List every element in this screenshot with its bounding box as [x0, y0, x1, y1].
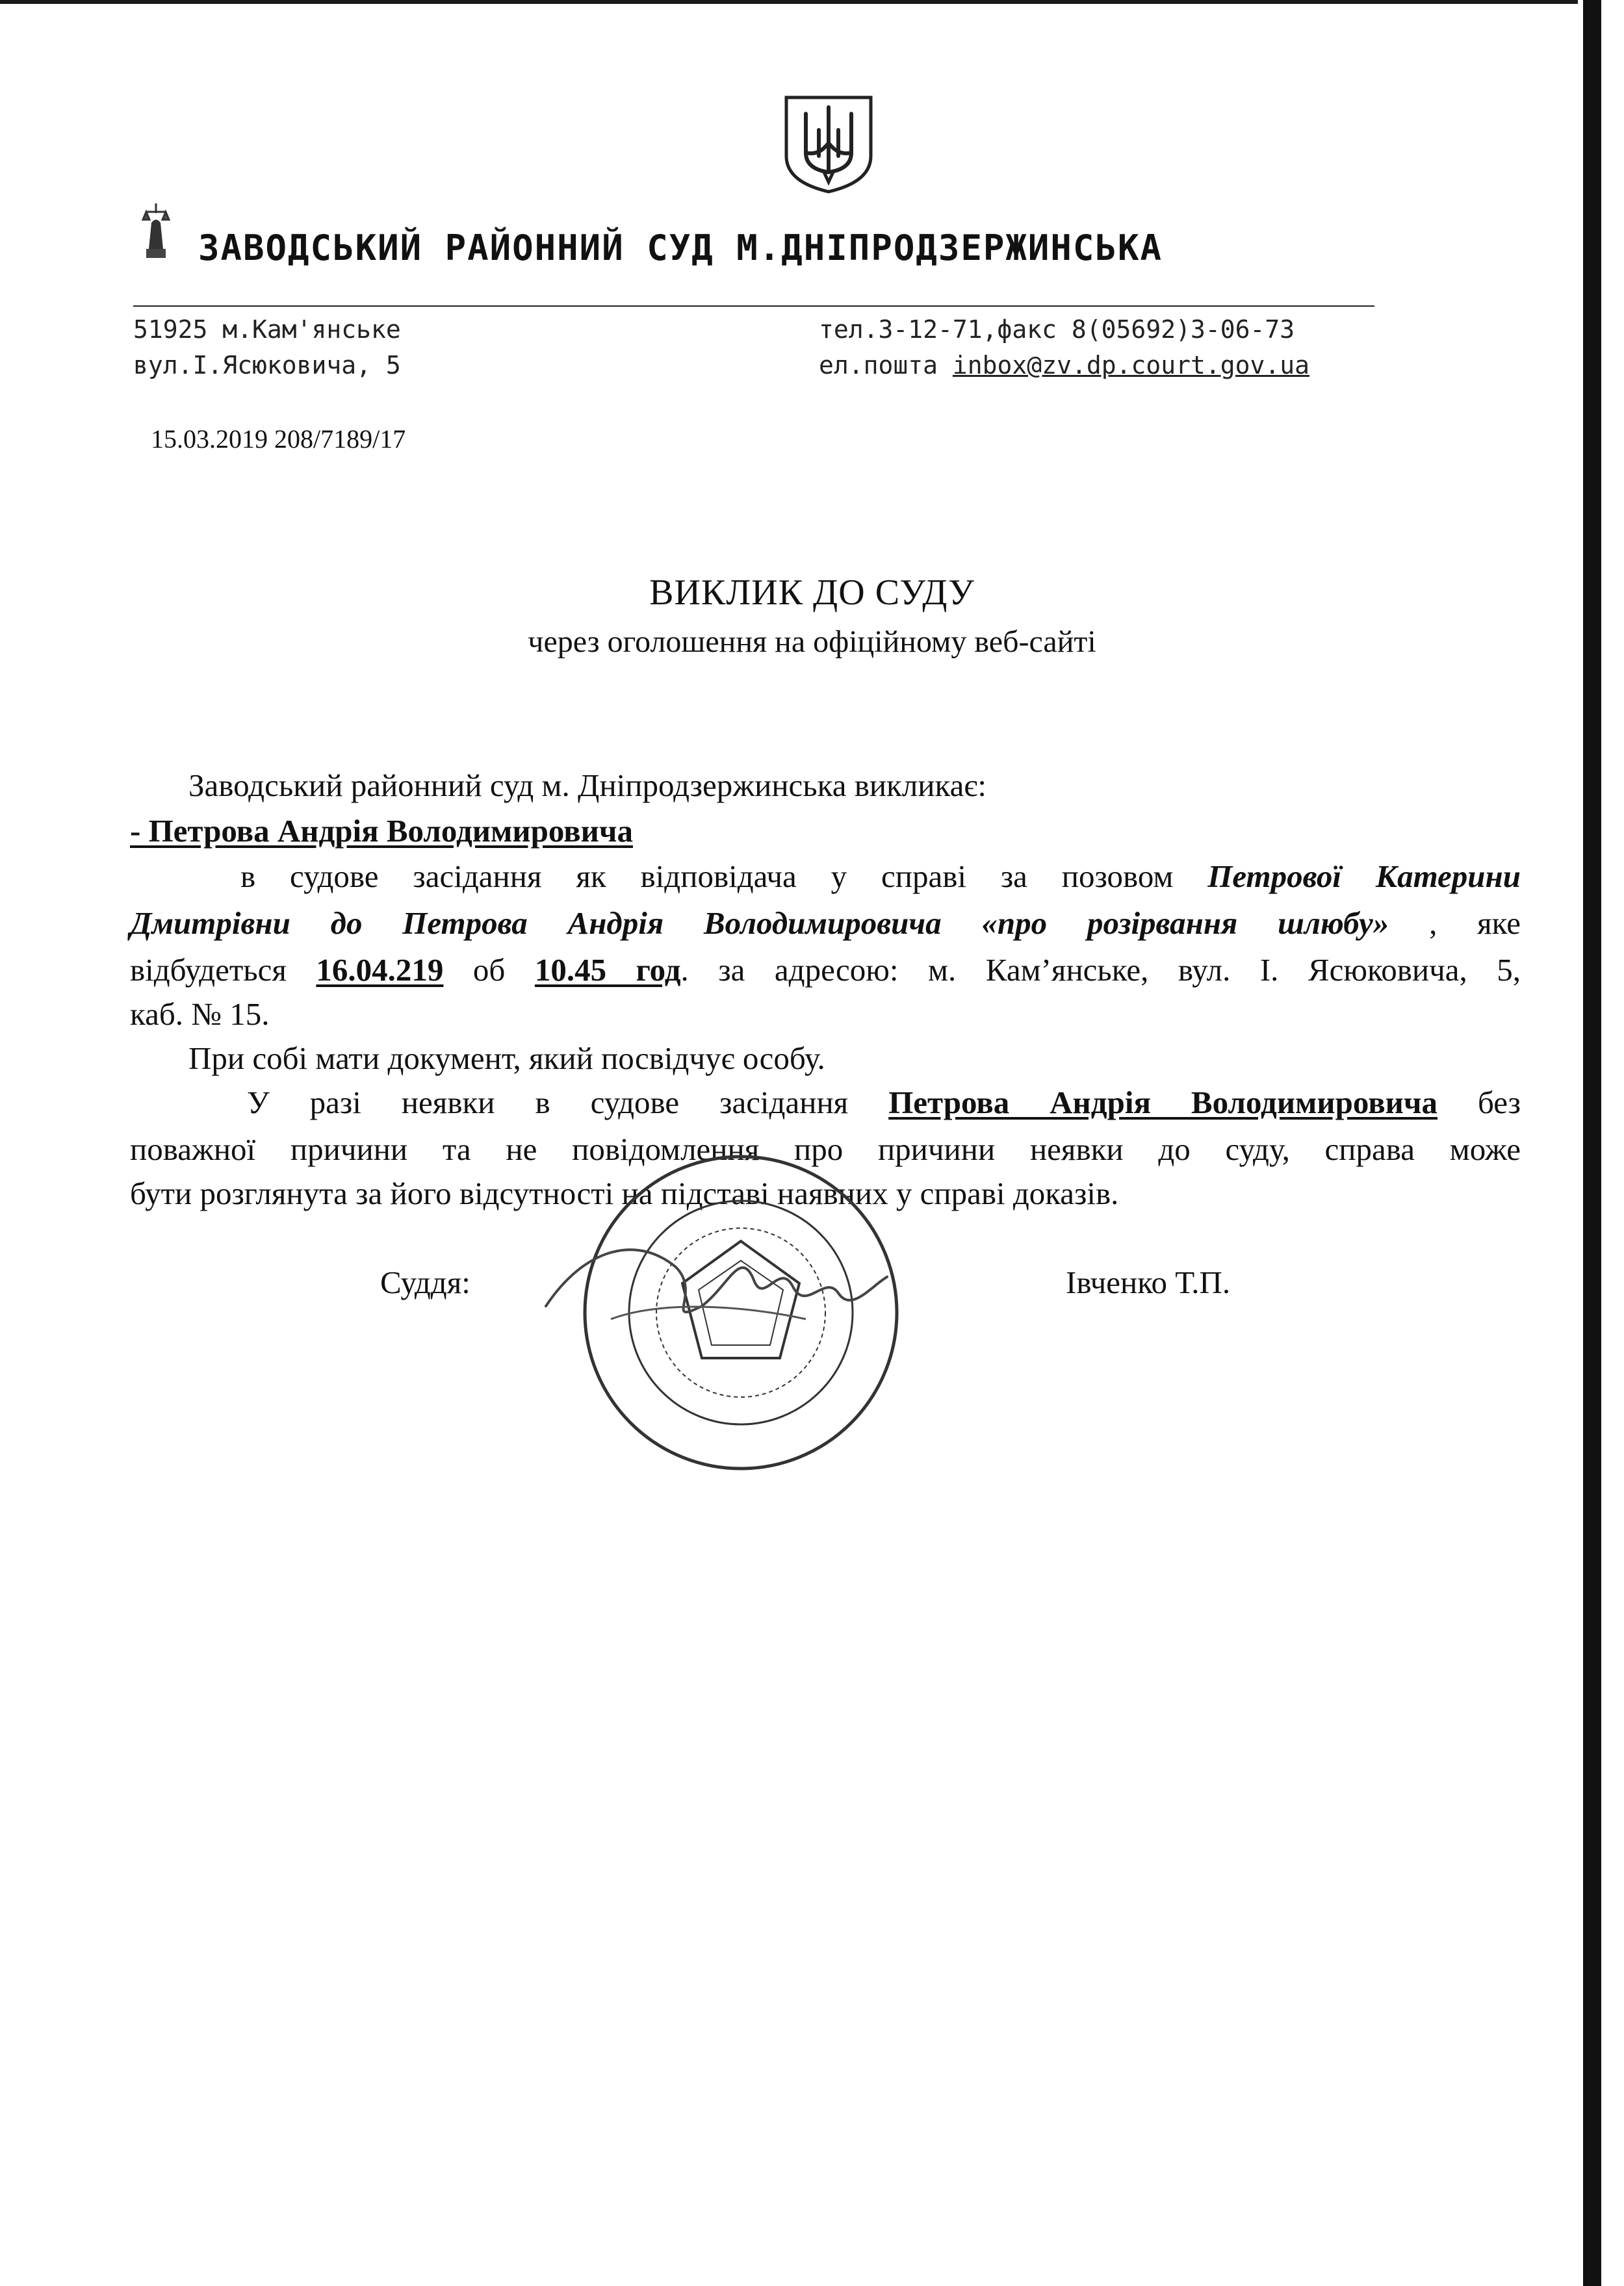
body-line-5: [130, 951, 1521, 988]
defendant-name: Петрова Андрія Володимировича: [888, 1085, 1438, 1120]
judge-label: Суддя:: [380, 1265, 470, 1300]
body-line-8: [130, 1084, 1521, 1121]
body-line-4: [130, 905, 1521, 942]
address-line-1: 51925 м.Кам'янське: [133, 315, 401, 344]
hearing-address: . за адресою: м. Кам’янське, вул. І. Ясюковича, 5,: [680, 952, 1521, 988]
trident-emblem-icon: [780, 91, 877, 195]
document-title: ВИКЛИК ДО СУДУ: [649, 572, 975, 613]
email-line: [819, 351, 1309, 379]
body-line-10: бути розглянута за його відсутності на підставі наявних у справі доказів.: [130, 1175, 1119, 1211]
email-link[interactable]: inbox@zv.dp.court.gov.ua: [952, 351, 1309, 379]
text-fragment: без: [1478, 1085, 1521, 1120]
body-line-9: поважної причини та не повідомлення про причини неявки до суду, справа може: [130, 1131, 1521, 1167]
intro-line: Заводський районний суд м. Дніпродзержинська викликає:: [188, 767, 986, 803]
phone-fax: тел.3-12-71,факс 8(05692)3-06-73: [819, 315, 1295, 344]
judge-name: Івченко Т.П.: [1066, 1265, 1231, 1300]
judge-signature: [533, 1209, 897, 1352]
hearing-time: 10.45 год: [534, 952, 681, 988]
id-notice: При собі мати документ, який посвідчує особу.: [188, 1040, 825, 1076]
court-name: ЗАВОДСЬКИЙ РАЙОННИЙ СУД М.ДНІПРОДЗЕРЖИНСЬКА: [198, 227, 1163, 268]
summoned-person: - Петрова Андрія Володимировича: [130, 813, 633, 849]
text-fragment: , яке: [1429, 905, 1521, 941]
reference-number: 15.03.2019 208/7189/17: [151, 424, 406, 454]
body-line-3: [130, 858, 1521, 895]
scan-edge-top: [0, 0, 1624, 4]
document-subtitle: через оголошення на офіційному веб-сайті: [528, 624, 1096, 659]
email-label: ел.пошта: [819, 351, 938, 379]
room-number: каб. № 15.: [130, 996, 270, 1032]
header-divider: [133, 305, 1374, 307]
text-fragment: У разі неявки в судове засідання: [247, 1085, 849, 1120]
text-fragment: відбудеться: [130, 952, 287, 988]
scan-edge-right: [1578, 0, 1624, 2286]
text-fragment: в судове засідання як відповідача у справі за позовом: [240, 858, 1174, 894]
address-line-2: вул.І.Ясюковича, 5: [133, 351, 401, 379]
hearing-date: 16.04.219: [316, 952, 444, 988]
text-fragment: об: [472, 952, 506, 988]
themis-icon: [140, 200, 172, 265]
case-subject: Дмитрівни до Петрова Андрія Володимировича «про розірвання шлюбу»: [130, 905, 1389, 941]
plaintiff-name: Петрової Катерини: [1207, 858, 1521, 894]
